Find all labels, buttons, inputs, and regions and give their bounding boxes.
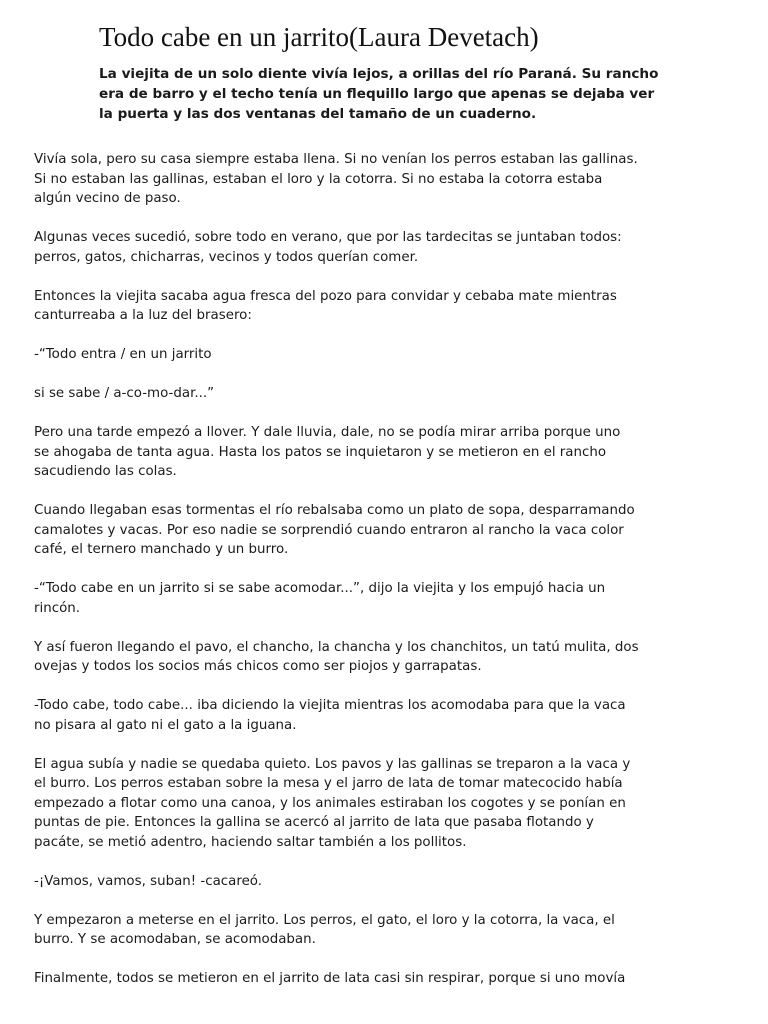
paragraph-line: Si no estaban las gallinas, estaban el loro y la cotorra. Si no estaba la cotorra estaba xyxy=(34,171,603,187)
story-paragraph xyxy=(34,638,764,677)
paragraph-line: Cuando llegaban esas tormentas el río rebalsaba como un plato de sopa, desparramando xyxy=(34,503,635,518)
paragraph-line: se ahogaba de tanta agua. Hasta los patos se inquietaron y se metieron en el rancho xyxy=(34,444,607,460)
paragraph-line: pacáte, se metió adentro, haciendo saltar también a los pollitos. xyxy=(34,834,467,850)
story-paragraph xyxy=(34,696,764,735)
paragraph-line: café, el ternero manchado y un burro. xyxy=(34,542,289,557)
paragraph-line: el burro. Los perros estaban sobre la mesa y el jarro de lata de tomar matecocido había xyxy=(34,776,623,791)
paragraph-line: -“Todo entra / en un jarrito xyxy=(34,347,212,362)
paragraph-line: si se sabe / a-co-mo-dar...” xyxy=(34,386,215,401)
story-paragraph xyxy=(34,911,764,950)
story-body xyxy=(34,150,764,1008)
paragraph-line: camalotes y vacas. Por eso nadie se sorprendió cuando entraron al rancho la vaca color xyxy=(34,522,624,538)
intro-line: era de barro y el techo tenía un flequillo largo que apenas se dejaba ver xyxy=(99,86,655,102)
story-paragraph xyxy=(34,345,764,365)
paragraph-line: Entonces la viejita sacaba agua fresca del pozo para convidar y cebaba mate mientras xyxy=(34,288,617,304)
story-paragraph xyxy=(34,384,764,404)
paragraph-line: -“Todo cabe en un jarrito si se sabe acomodar...”, dijo la viejita y los empujó hacia un xyxy=(34,581,606,596)
paragraph-line: puntas de pie. Entonces la gallina se acercó al jarrito de lata que pasaba flotando y xyxy=(34,815,594,830)
paragraph-line: perros, gatos, chicharras, vecinos y todos querían comer. xyxy=(34,249,419,265)
paragraph-line: -¡Vamos, vamos, suban! -cacareó. xyxy=(34,873,263,889)
paragraph-line: Y así fueron llegando el pavo, el chancho, la chancha y los chanchitos, un tatú mulita, dos xyxy=(34,639,639,655)
paragraph-line: canturreaba a la luz del brasero: xyxy=(34,308,252,323)
paragraph-line: Vivía sola, pero su casa siempre estaba llena. Si no venían los perros estaban las gallinas. xyxy=(34,152,638,167)
paragraph-line: Finalmente, todos se metieron en el jarrito de lata casi sin respirar, porque si uno movía xyxy=(34,971,626,986)
intro-paragraph xyxy=(99,64,759,124)
paragraph-line: El agua subía y nadie se quedaba quieto. Los pavos y las gallinas se treparon a la vaca y xyxy=(34,756,631,772)
story-paragraph xyxy=(34,228,764,267)
story-paragraph xyxy=(34,287,764,326)
paragraph-line: sacudiendo las colas. xyxy=(34,464,177,479)
paragraph-line: burro. Y se acomodaban, se acomodaban. xyxy=(34,932,316,947)
paragraph-line: rincón. xyxy=(34,600,81,616)
paragraph-line: ovejas y todos los socios más chicos como ser piojos y garrapatas. xyxy=(34,659,482,674)
story-paragraph xyxy=(34,872,764,892)
paragraph-line: Y empezaron a meterse en el jarrito. Los perros, el gato, el loro y la cotorra, la vaca, el xyxy=(34,912,615,928)
story-paragraph xyxy=(34,501,764,560)
paragraph-line: Algunas veces sucedió, sobre todo en verano, que por las tardecitas se juntaban todos: xyxy=(34,230,622,245)
story-paragraph xyxy=(34,969,764,989)
paragraph-line: Pero una tarde empezó a llover. Y dale lluvia, dale, no se podía mirar arriba porque uno xyxy=(34,425,621,440)
intro-line: La viejita de un solo diente vivía lejos, a orillas del río Paraná. Su rancho xyxy=(99,66,659,82)
paragraph-line: -Todo cabe, todo cabe... iba diciendo la viejita mientras los acomodaba para que la vaca xyxy=(34,698,626,713)
paragraph-line: no pisara al gato ni el gato a la iguana. xyxy=(34,717,297,733)
document-title: Todo cabe en un jarrito(Laura Devetach) xyxy=(99,22,539,52)
story-paragraph xyxy=(34,755,764,853)
intro-line: la puerta y las dos ventanas del tamaño de un cuaderno. xyxy=(99,106,537,122)
story-paragraph xyxy=(34,423,764,482)
story-paragraph xyxy=(34,579,764,618)
paragraph-line: algún vecino de paso. xyxy=(34,191,181,206)
story-paragraph xyxy=(34,150,764,209)
paragraph-line: empezado a flotar como una canoa, y los animales estiraban los cogotes y se ponían en xyxy=(34,795,626,811)
